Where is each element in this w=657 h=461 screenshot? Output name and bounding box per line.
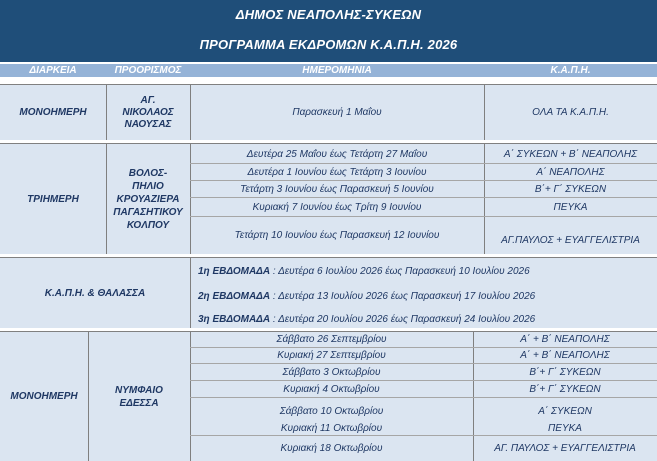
- date-cell: Κυριακή 18 Οκτωβρίου: [280, 442, 383, 454]
- kapi-cell: Β΄+ Γ΄ ΣΥΚΕΩΝ: [529, 366, 601, 378]
- header-kapi: Κ.Α.Π.Η.: [550, 65, 591, 76]
- kapi-cell: Β΄+ Γ΄ ΣΥΚΕΩΝ: [534, 183, 607, 195]
- date-cell: Δευτέρα 25 Μαΐου έως Τετάρτη 27 Μαΐου: [246, 149, 428, 160]
- destination-line: ΠΑΓΑΣΗΤΙΚΟΥ: [113, 206, 183, 218]
- destination-line: ΝΑΟΥΣΑΣ: [124, 118, 172, 130]
- duration-cell: ΤΡΙΗΜΕΡΗ: [27, 193, 79, 205]
- section-label: Κ.Α.Π.Η. & ΘΑΛΑΣΣΑ: [44, 287, 146, 299]
- kapi-cell: ΠΕΥΚΑ: [548, 422, 582, 434]
- section-kapi-thalassa: [0, 257, 657, 328]
- duration-cell: ΜΟΝΟΗΜΕΡΗ: [19, 107, 87, 118]
- duration-cell: ΜΟΝΟΗΜΕΡΗ: [10, 391, 78, 402]
- kapi-cell: Α΄ ΣΥΚΕΩΝ + Β΄ ΝΕΑΠΟΛΗΣ: [503, 149, 638, 160]
- kapi-cell: Α΄ + Β΄ ΝΕΑΠΟΛΗΣ: [520, 350, 610, 361]
- destination-line: ΝΥΜΦΑΙΟ: [115, 384, 163, 396]
- date-cell: Κυριακή 4 Οκτωβρίου: [283, 383, 380, 395]
- kapi-cell: Α΄ ΝΕΑΠΟΛΗΣ: [536, 166, 605, 178]
- section-edessa: [0, 331, 657, 461]
- destination-line: ΠΗΛΙΟ: [132, 180, 164, 192]
- kapi-cell: Α΄ + Β΄ ΝΕΑΠΟΛΗΣ: [520, 334, 610, 345]
- date-cell: Τετάρτη 10 Ιουνίου έως Παρασκευή 12 Ιουνίου: [234, 230, 440, 241]
- date-cell: Σάββατο 10 Οκτωβρίου: [279, 405, 384, 417]
- destination-line: ΒΟΛΟΣ-: [128, 167, 168, 179]
- kapi-cell: ΠΕΥΚΑ: [553, 201, 588, 213]
- date-cell: Σάββατο 26 Σεπτεμβρίου: [276, 334, 387, 345]
- destination-cell: [106, 85, 190, 140]
- title-municipality: ΔΗΜΟΣ ΝΕΑΠΟΛΗΣ-ΣΥΚΕΩΝ: [235, 7, 422, 22]
- week-row: [198, 266, 530, 277]
- destination-line: ΕΔΕΣΣΑ: [119, 397, 159, 409]
- date-cell: Τετάρτη 3 Ιουνίου έως Παρασκευή 5 Ιουνίου: [240, 183, 434, 195]
- week-row: [198, 291, 535, 302]
- destination-line: ΑΓ.: [140, 94, 156, 106]
- date-cell: Κυριακή 27 Σεπτεμβρίου: [277, 350, 386, 361]
- date-cell: Κυριακή 11 Οκτωβρίου: [280, 422, 383, 434]
- week-row: [198, 314, 535, 325]
- title-program: ΠΡΟΓΡΑΜΜΑ ΕΚΔΡΟΜΩΝ Κ.Α.Π.Η. 2026: [199, 37, 458, 52]
- section-naousa: [0, 84, 657, 140]
- week-label: 3η ΕΒΔΟΜΑΔΑ: [198, 314, 271, 325]
- week-dates: : Δευτέρα 20 Ιουλίου 2026 έως Παρασκευή 24 Ιουλίου 2026: [270, 314, 536, 325]
- kapi-cell: ΟΛΑ ΤΑ Κ.Α.Π.Η.: [532, 107, 609, 118]
- destination-cell: [106, 144, 190, 254]
- header-date: ΗΜΕΡΟΜΗΝΙΑ: [302, 65, 372, 76]
- header-duration: ΔΙΑΡΚΕΙΑ: [29, 65, 77, 76]
- section-volos: [0, 143, 657, 254]
- header-destination: ΠΡΟΟΡΙΣΜΟΣ: [114, 65, 182, 76]
- week-label: 2η ΕΒΔΟΜΑΔΑ: [198, 291, 271, 302]
- title-band: [0, 0, 657, 62]
- kapi-cell: ΑΓ. ΠΑΥΛΟΣ + ΕΥΑΓΓΕΛΙΣΤΡΙΑ: [494, 442, 636, 454]
- destination-line: ΚΟΛΠΟΥ: [126, 219, 170, 231]
- date-cell: Κυριακή 7 Ιουνίου έως Τρίτη 9 Ιουνίου: [252, 201, 422, 213]
- date-cell: Παρασκευή 1 Μαΐου: [292, 107, 382, 118]
- kapi-cell: Α΄ ΣΥΚΕΩΝ: [538, 405, 592, 417]
- kapi-cell: ΑΓ.ΠΑΥΛΟΣ + ΕΥΑΓΓΕΛΙΣΤΡΙΑ: [501, 234, 640, 246]
- destination-line: ΝΙΚΟΛΑΟΣ: [122, 106, 174, 118]
- date-cell: Σάββατο 3 Οκτωβρίου: [282, 366, 381, 378]
- destination-line: ΚΡΟΥΑΖΙΕΡΑ: [116, 193, 180, 205]
- week-dates: : Δευτέρα 13 Ιουλίου 2026 έως Παρασκευή 17 Ιουλίου 2026: [270, 291, 536, 302]
- week-label: 1η ΕΒΔΟΜΑΔΑ: [198, 266, 271, 277]
- destination-cell: [88, 332, 190, 461]
- kapi-cell: Β΄+ Γ΄ ΣΥΚΕΩΝ: [529, 383, 601, 395]
- week-dates: : Δευτέρα 6 Ιουλίου 2026 έως Παρασκευή 10 Ιουλίου 2026: [270, 266, 530, 277]
- table-header-row: [0, 64, 657, 77]
- date-cell: Δευτέρα 1 Ιουνίου έως Τετάρτη 3 Ιουνίου: [247, 166, 427, 178]
